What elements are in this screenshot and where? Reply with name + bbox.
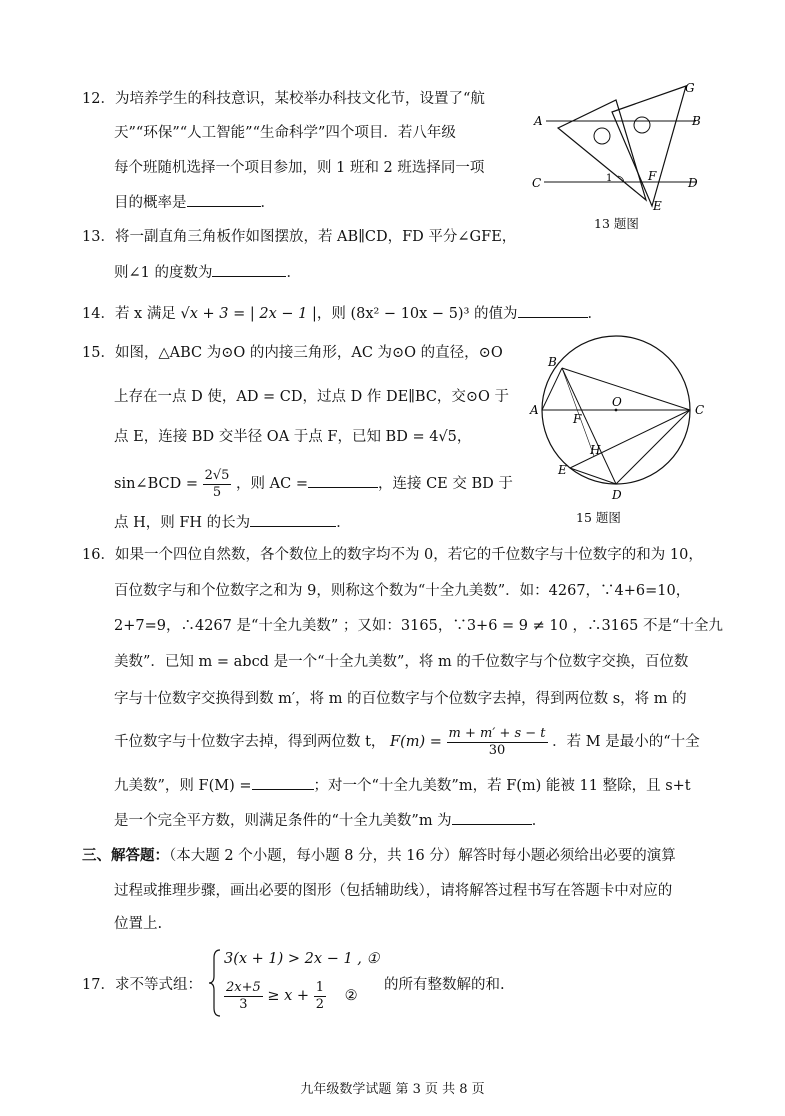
q15-ce-text: ，连接 CE 交 BD 于 [377, 476, 513, 492]
q16-text7a: 九美数”，则 F(M) = [114, 778, 252, 794]
q17-inequality-2 [224, 978, 358, 1014]
figure-13-caption: 13 题图 [594, 216, 639, 231]
q17-ineq2-numerator: 2x+5 [226, 979, 261, 995]
q13-line2 [114, 264, 301, 281]
q12-end: ． [260, 195, 275, 211]
q17-ineq2-denominator: 3 [239, 996, 248, 1012]
label-C: C [532, 176, 542, 190]
q17-suffix: 的所有整数解的和. [384, 977, 505, 993]
label-E: E [653, 199, 662, 213]
q15-text5: 点 H，则 FH 的长为 [114, 515, 251, 531]
q16-text6b: ．若 M 是最小的“十全 [552, 734, 700, 750]
q16-line5: 字与十位数字交换得到数 m′，将 m 的百位数字与个位数字去掉，得到两位数 s，将 m 的 [114, 691, 687, 707]
q16-fm-label: F(m) = [390, 734, 442, 750]
q16-fm-numerator: m + m′ + s − t [448, 725, 546, 741]
q12-line1 [82, 92, 485, 107]
segment-de [570, 468, 616, 484]
q15-ac-blank[interactable] [308, 475, 378, 488]
q17-ineq2-mid: ≥ x + [267, 988, 310, 1004]
q17-prompt [82, 978, 202, 993]
segment-cd [616, 410, 690, 484]
label-B: B [548, 355, 557, 369]
q16-text8: 是一个完全平方数，则满足条件的“十全九美数”m 为 [114, 813, 452, 829]
label-C: C [695, 403, 705, 417]
circle-hole-right [634, 117, 650, 133]
label-one: 1 [606, 173, 613, 184]
q15-line3: 点 E，连接 BD 交半径 OA 于点 F，已知 BD = 4√5， [114, 429, 472, 445]
label-A: A [530, 403, 539, 417]
q17-number: 17． [82, 977, 115, 993]
q16-text7b: ；对一个“十全九美数”m，若 F(m) 能被 11 整除，且 s+t [313, 778, 691, 794]
q13-number: 13． [82, 229, 115, 245]
q12-number: 12． [82, 91, 115, 107]
triangle-right [612, 86, 686, 206]
q15-sin-fraction [203, 468, 232, 501]
q12-line2: 天”“环保”“人工智能”“生命科学”四个项目．若八年级 [114, 125, 456, 141]
q17-prompt-text: 求不等式组： [114, 977, 202, 993]
label-F: F [648, 169, 657, 183]
circle-hole-left [594, 128, 610, 144]
q15-ac-text: ，则 AC = [236, 476, 308, 492]
q15-line4 [114, 466, 513, 502]
label-D: D [688, 176, 698, 190]
q15-end: ． [336, 515, 351, 531]
q13-text1: 将一副直角三角板作如图摆放，若 AB∥CD，FD 平分∠GFE， [114, 229, 517, 245]
page-footer: 九年级数学试题 第 3 页 共 8 页 [300, 1082, 485, 1097]
label-H: H [590, 443, 601, 457]
segment-bd [562, 368, 616, 484]
q16-line3: 2+7=9，∴4267 是“十全九美数” ；又如：3165，∵3+6 = 9 ≠ 10 ，∴3165 不是“十全九 [114, 618, 723, 634]
section3-line3: 位置上. [114, 916, 163, 932]
q17-ineq2-half-den: 2 [315, 996, 324, 1012]
q12-answer-blank[interactable] [187, 194, 261, 207]
q13-answer-blank[interactable] [212, 264, 286, 277]
q12-line3: 每个班随机选择一个项目参加，则 1 班和 2 班选择同一项 [114, 160, 485, 176]
q15-text1: 如图，△ABC 为⊙O 的内接三角形，AC 为⊙O 的直径，⊙O [114, 345, 503, 361]
label-A: A [534, 114, 543, 128]
q16-fm-blank[interactable] [252, 777, 314, 790]
q15-number: 15． [82, 345, 115, 361]
q15-fh-blank[interactable] [250, 514, 336, 527]
q16-text1: 如果一个四位自然数，各个数位上的数字均不为 0，若它的千位数字与十位数字的和为 10， [114, 547, 703, 563]
label-F: F [573, 412, 582, 426]
center-o-dot [615, 409, 618, 412]
label-G: G [685, 81, 695, 95]
q14-equation: √x + 3 = | 2x − 1 | [180, 306, 317, 322]
q16-fm-denominator: 30 [488, 742, 506, 758]
q13-end: ． [286, 265, 301, 281]
q12-text1: 为培养学生的科技意识，某校举办科技文化节，设置了“航 [114, 91, 485, 107]
q14-end: ． [587, 306, 602, 322]
q17-ineq2-mark: ② [344, 988, 358, 1004]
q16-number: 16． [82, 547, 115, 563]
label-E: E [558, 463, 567, 477]
q14-line [82, 305, 602, 322]
q12-line4 [114, 194, 275, 211]
section3-title: 三、解答题： [82, 847, 169, 864]
q14-number: 14． [82, 306, 115, 322]
q16-line8 [114, 812, 546, 829]
q16-line7 [114, 777, 691, 794]
triangle-left [558, 100, 646, 200]
q16-fm-fraction [447, 726, 548, 759]
label-O: O [612, 395, 622, 409]
q16-line1 [82, 548, 703, 563]
q16-line6 [114, 724, 700, 760]
q12-text4: 目的概率是 [114, 195, 187, 211]
q17-ineq2-fraction [224, 980, 263, 1013]
q17-inequality-1: 3(x + 1) > 2x − 1 , ① [224, 951, 380, 967]
q16-m-blank[interactable] [452, 812, 532, 825]
label-B: B [692, 114, 701, 128]
figure-15 [528, 334, 718, 512]
segment-bc [562, 368, 690, 410]
section3-line1 [82, 848, 676, 864]
q13-line1 [82, 230, 516, 245]
q15-sin-text: sin∠BCD = [114, 476, 198, 492]
q14-text1: 若 x 满足 [114, 306, 176, 322]
q15-sin-numerator: 2√5 [204, 467, 230, 483]
q17-brace [208, 948, 222, 1018]
section3-text1: （本大题 2 个小题，每小题 8 分，共 16 分）解答时每小题必须给出必要的演算 [169, 848, 676, 864]
q16-end: ． [531, 813, 547, 829]
figure-15-caption: 15 题图 [576, 510, 621, 525]
figure-13 [528, 80, 718, 216]
q13-text2: 则∠1 的度数为 [114, 265, 213, 281]
section3-line2: 过程或推理步骤，画出必要的图形（包括辅助线），请将解答过程书写在答题卡中对应的 [114, 883, 673, 899]
q14-answer-blank[interactable] [518, 305, 588, 318]
q14-text3: ，则 (8x² − 10x − 5)³ 的值为 [316, 306, 518, 322]
q16-line2: 百位数字与和个位数字之和为 9，则称这个数为“十全九美数”．如：4267，∵4+6=10， [114, 583, 691, 599]
q15-line5 [114, 514, 351, 531]
q15-sin-denominator: 5 [212, 484, 222, 500]
q15-line1 [82, 346, 503, 361]
label-D: D [612, 488, 622, 502]
q16-text6a: 千位数字与十位数字去掉，得到两位数 t， [114, 734, 386, 750]
q15-line2: 上存在一点 D 使，AD = CD，过点 D 作 DE∥BC，交⊙O 于 [114, 389, 510, 405]
q17-ineq2-half-num: 1 [315, 979, 324, 995]
q16-line4: 美数”．已知 m = abcd 是一个“十全九美数”，将 m 的千位数字与个位数字交换，百位数 [114, 654, 689, 670]
q17-ineq2-half [314, 980, 326, 1013]
